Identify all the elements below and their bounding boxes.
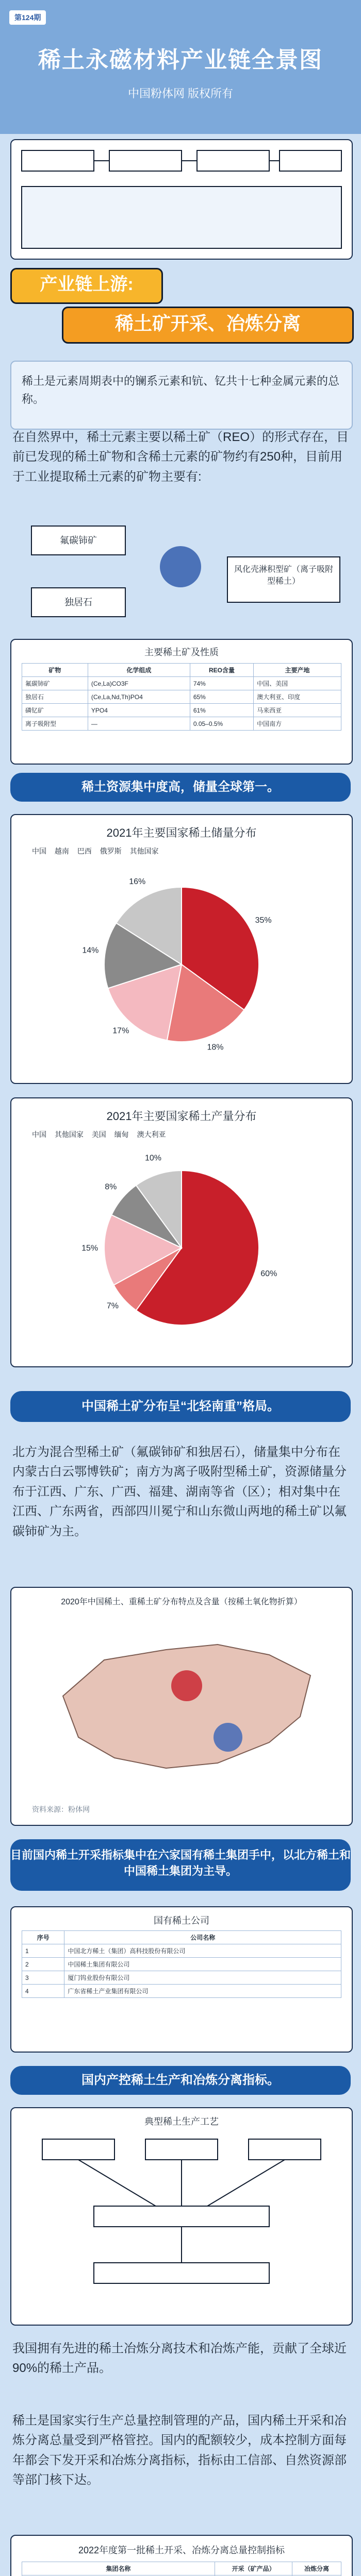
flow-node-material xyxy=(197,150,269,171)
process-title: 典型稀土生产工艺 xyxy=(144,2116,219,2127)
map-region-north xyxy=(171,1670,202,1701)
table-header: 开采（矿产品） xyxy=(215,2562,292,2575)
legend-item: 中国 xyxy=(32,847,46,855)
table-cell: 氟碳铈矿 xyxy=(22,677,88,690)
table-header: REO含量 xyxy=(190,664,253,677)
process-node xyxy=(145,2139,218,2160)
table-header: 冶炼分离 xyxy=(292,2562,341,2575)
table-row xyxy=(22,1971,341,1985)
table-header: 公司名称 xyxy=(64,1931,341,1944)
table-cell: — xyxy=(88,717,190,731)
resource-banner: 稀土资源集中度高，储量全球第一。 xyxy=(10,773,351,802)
distribution-banner: 中国稀土矿分布呈“北轻南重”格局。 xyxy=(10,1391,351,1422)
output-chart-title: 2021年主要国家稀土产量分布 xyxy=(106,1110,257,1123)
legend-item: 俄罗斯 xyxy=(100,847,122,855)
pie-label: 17% xyxy=(112,1026,129,1036)
process-node xyxy=(94,2206,269,2227)
pie-label: 7% xyxy=(106,1301,119,1311)
reserve-chart-panel xyxy=(10,814,353,1084)
group-banner: 目前国内稀土开采指标集中在六家国有稀土集团手中，以北方稀土和中国稀土集团为主导。 xyxy=(10,1839,351,1891)
flow-detail-area xyxy=(22,187,341,248)
production-banner: 国内产控稀土生产和冶炼分离指标。 xyxy=(10,2066,351,2095)
map-region-south xyxy=(214,1723,242,1752)
process-arrow xyxy=(78,2160,156,2206)
quota-text: 稀土是国家实行生产总量控制管理的产品，国内稀土开采和冶炼分离总量受到严格管控。国内的配额较少，成本控制方面每年都会下发开采和冶炼分离指标，指标由工信部、自然资源部等部门核下达。 xyxy=(12,2414,347,2487)
map-shape xyxy=(63,1645,310,1768)
table-header: 集团名称 xyxy=(22,2562,215,2575)
pie-label: 18% xyxy=(207,1043,224,1052)
flow-node-application xyxy=(280,150,341,171)
pie-label: 60% xyxy=(260,1269,277,1279)
process-node xyxy=(94,2263,269,2283)
table-cell: 中国南方 xyxy=(254,717,341,731)
issue-badge: 第124期 xyxy=(9,10,46,25)
page-title: 稀土永磁材料产业链全景图 xyxy=(38,47,323,73)
mineral-hub xyxy=(160,546,201,587)
table-cell: 3 xyxy=(22,1971,64,1985)
legend-item: 其他国家 xyxy=(54,1130,84,1139)
table-row xyxy=(22,717,341,731)
table-cell: 61% xyxy=(190,704,253,717)
mineral-box: 氟碳铈矿 xyxy=(31,526,126,555)
table-cell: 离子吸附型 xyxy=(22,717,88,731)
flow-node-smelting xyxy=(109,150,182,171)
china-map xyxy=(32,1614,331,1799)
table-header: 序号 xyxy=(22,1931,64,1944)
mineral-box: 独居石 xyxy=(31,587,126,617)
legend-item: 美国 xyxy=(91,1130,106,1139)
process-diagram xyxy=(32,2129,331,2314)
pie-label: 16% xyxy=(129,877,146,887)
minerals-diagram xyxy=(10,515,351,629)
legend-item: 缅甸 xyxy=(114,1130,129,1139)
legend-item: 巴西 xyxy=(77,847,92,855)
minerals-table-title: 主要稀土矿及性质 xyxy=(144,647,219,657)
table-header: 化学组成 xyxy=(88,664,190,677)
upstream-paragraph: 在自然界中，稀土元素主要以稀土矿（REO）的形式存在，目前已发现的稀土矿物和含稀土元素的矿物约有250种，目前用于工业提取稀土元素的矿物主要有: xyxy=(12,430,349,484)
legend-item: 其他国家 xyxy=(129,847,159,855)
upstream-stage-title: 稀土矿开采、冶炼分离 xyxy=(62,307,354,344)
table-cell: 2 xyxy=(22,1958,64,1971)
minerals-table-panel xyxy=(10,639,353,765)
reserve-chart-title: 2021年主要国家稀土储量分布 xyxy=(106,826,257,839)
pie-label: 10% xyxy=(144,1154,162,1163)
output-chart-panel xyxy=(10,1097,353,1367)
flow-node-mining xyxy=(22,150,94,171)
quota-table-title: 2022年度第一批稀土开采、冶炼分离总量控制指标 xyxy=(78,2545,285,2555)
table-cell: 中国、美国 xyxy=(254,677,341,690)
flow-chart-graphic xyxy=(11,140,352,259)
group-table-title: 国有稀土公司 xyxy=(154,1916,209,1926)
table-cell: YPO4 xyxy=(88,704,190,717)
pie-label: 35% xyxy=(255,916,272,925)
table-cell: 4 xyxy=(22,1985,64,1998)
table-cell: 中国北方稀土（集团）高科技股份有限公司 xyxy=(64,1944,341,1958)
table-row xyxy=(22,1944,341,1958)
process-panel xyxy=(10,2107,353,2326)
reserve-pie-chart xyxy=(53,861,310,1067)
upstream-stage-label: 产业链上游: xyxy=(10,268,163,304)
reserve-legend xyxy=(32,846,331,856)
mineral-box: 风化壳淋积型矿（离子吸附型稀土） xyxy=(227,556,340,603)
process-node xyxy=(249,2139,321,2160)
process-node xyxy=(42,2139,114,2160)
table-cell: 74% xyxy=(190,677,253,690)
minerals-table xyxy=(22,663,341,731)
map-caption: 2020年中国稀土、重稀土矿分布特点及含量（按稀土氧化物折算） xyxy=(61,1598,302,1606)
table-cell: (Ce,La,Nd,Th)PO4 xyxy=(88,690,190,704)
output-legend xyxy=(32,1129,331,1140)
table-cell: 澳大利亚、印度 xyxy=(254,690,341,704)
group-table xyxy=(22,1930,341,1998)
table-cell: 厦门钨业股份有限公司 xyxy=(64,1971,341,1985)
quota-table xyxy=(22,2562,341,2576)
table-cell: 中国稀土集团有限公司 xyxy=(64,1958,341,1971)
table-cell: 磷钇矿 xyxy=(22,704,88,717)
table-header: 主要产地 xyxy=(254,664,341,677)
pie-label: 8% xyxy=(105,1182,117,1192)
page-subtitle: 中国粉体网 版权所有 xyxy=(127,87,234,100)
process-text: 我国拥有先进的稀土冶炼分离技术和冶炼产能，贡献了全球近90%的稀土产品。 xyxy=(12,2342,347,2376)
table-cell: 独居石 xyxy=(22,690,88,704)
distribution-text: 北方为混合型稀土矿（氟碳铈矿和独居石），储量集中分布在内蒙古白云鄂博铁矿；南方为离子吸附型稀土矿，资源储量分布于江西、广东、广西、福建、湖南等省（区）；相对集中在江西、广东两省，西部四川冕宁和山东微山两地的稀土矿以氟碳铈矿为主。 xyxy=(12,1445,347,1538)
group-table-panel xyxy=(10,1906,353,2053)
industry-flow-chart xyxy=(10,139,353,260)
legend-item: 越南 xyxy=(54,847,69,855)
table-cell: 1 xyxy=(22,1944,64,1958)
table-row xyxy=(22,690,341,704)
map-source: 资料来源：粉体网 xyxy=(32,1805,90,1814)
table-row xyxy=(22,1958,341,1971)
upstream-intro: 稀土是元素周期表中的镧系元素和钪、钇共十七种金属元素的总称。 xyxy=(10,361,353,430)
table-row xyxy=(22,704,341,717)
table-cell: 广东省稀土产业集团有限公司 xyxy=(64,1985,341,1998)
legend-item: 中国 xyxy=(32,1130,46,1139)
table-row xyxy=(22,677,341,690)
table-cell: 0.05–0.5% xyxy=(190,717,253,731)
table-header: 矿物 xyxy=(22,664,88,677)
quota-table-panel xyxy=(10,2535,353,2576)
pie-label: 15% xyxy=(81,1244,99,1253)
table-cell: 马来西亚 xyxy=(254,704,341,717)
output-pie-chart xyxy=(53,1145,310,1351)
map-panel xyxy=(10,1587,353,1826)
table-cell: (Ce,La)CO3F xyxy=(88,677,190,690)
table-cell: 65% xyxy=(190,690,253,704)
process-arrow xyxy=(207,2160,285,2206)
legend-item: 澳大利亚 xyxy=(137,1130,166,1139)
table-row xyxy=(22,1985,341,1998)
pie-label: 14% xyxy=(82,946,99,955)
